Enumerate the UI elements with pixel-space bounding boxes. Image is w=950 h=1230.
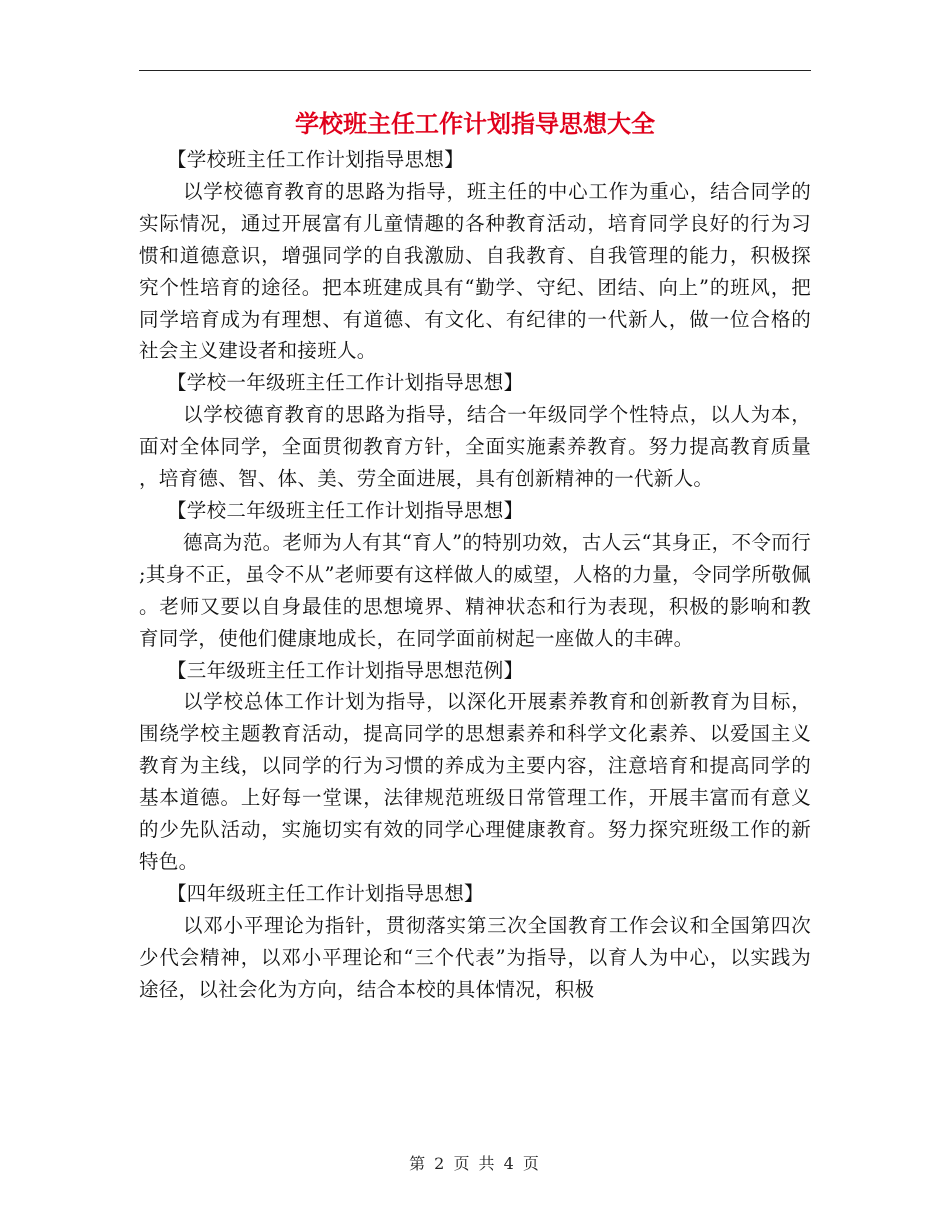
section-paragraph: 德高为范。老师为人有其“育人”的特别功效，古人云“其身正，不令而行;其身不正，虽令不从”老师要有这样做人的威望，人格的力量，令同学所敬佩。老师又要以自身最佳的思想境界、精神状态和行为表现，积极的影响和教育同学，使他们健康地成长，在同学面前树起一座做人的丰碑。 [139,530,811,650]
document-body [139,144,811,1005]
section-heading: 【三年级班主任工作计划指导思想范例】 [167,658,524,682]
section-paragraph: 以学校德育教育的思路为指导，班主任的中心工作为重心，结合同学的实际情况，通过开展富有儿童情趣的各种教育活动，培育同学良好的行为习惯和道德意识，增强同学的自我激励、自我教育、自我管理的能力，积极探究个性培育的途径。把本班建成具有“勤学、守纪、团结、向上”的班风，把同学培育成为有理想、有道德、有文化、有纪律的一代新人，做一位合格的社会主义建设者和接班人。 [139,179,811,363]
header-rule [139,70,811,71]
section-heading: 【学校班主任工作计划指导思想】 [167,148,465,171]
document-title: 学校班主任工作计划指导思想大全 [295,110,655,138]
section-heading: 【四年级班主任工作计划指导思想】 [167,881,484,905]
section-paragraph: 以学校德育教育的思路为指导，结合一年级同学个性特点，以人为本，面对全体同学，全面贯彻教育方针，全面实施素养教育。努力提高教育质量，培育德、智、体、美、劳全面进展，具有创新精神的一代新人。 [139,403,811,491]
section-paragraph: 以邓小平理论为指针，贯彻落实第三次全国教育工作会议和全国第四次少代会精神，以邓小平理论和“三个代表”为指导，以育人为中心，以实践为途径，以社会化为方向，结合本校的具体情况，积极 [139,913,811,1001]
page-number-footer: 第 2 页 共 4 页 [409,1154,541,1173]
section-heading: 【学校二年级班主任工作计划指导思想】 [167,498,524,522]
section-paragraph: 以学校总体工作计划为指导，以深化开展素养教育和创新教育为目标，围绕学校主题教育活动，提高同学的思想素养和科学文化素养、以爱国主义教育为主线，以同学的行为习惯的养成为主要内容，注意培育和提高同学的基本道德。上好每一堂课，法律规范班级日常管理工作，开展丰富而有意义的少先队活动，实施切实有效的同学心理健康教育。努力探究班级工作的新特色。 [139,690,811,873]
section-heading: 【学校一年级班主任工作计划指导思想】 [167,371,524,395]
